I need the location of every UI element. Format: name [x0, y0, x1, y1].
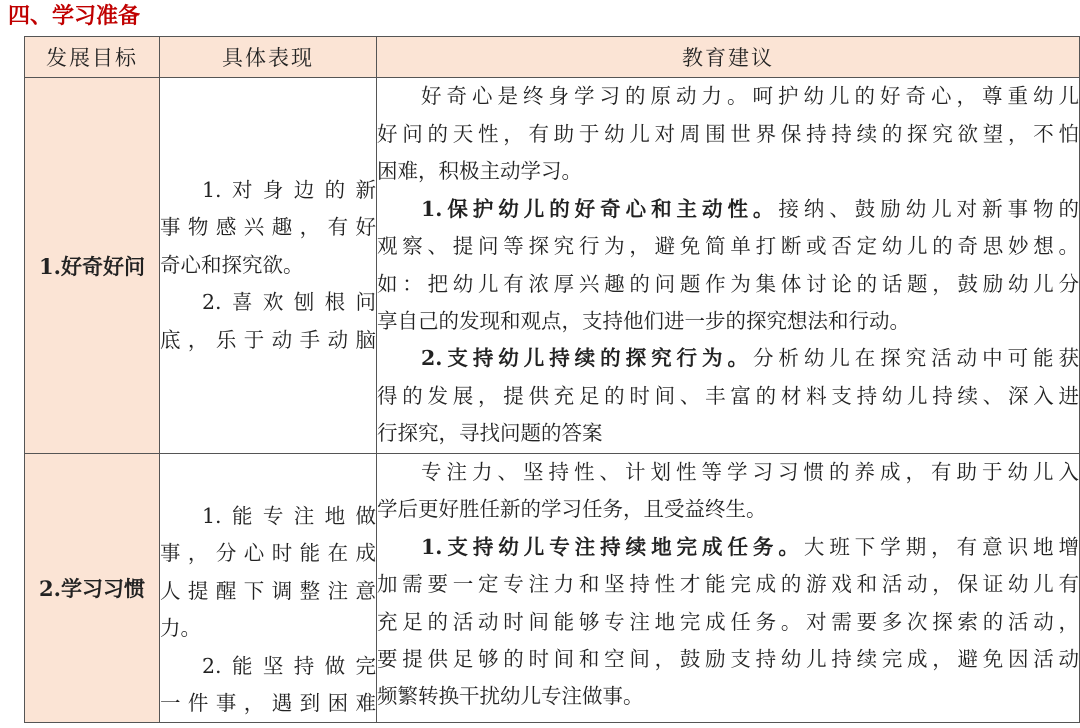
advice-line: 观察、提问等探究行为，避免简单打断或否定幼儿的奇思妙想。	[377, 234, 1079, 259]
performance-line: 事物感兴趣，有好	[160, 215, 376, 240]
section-title: 四、学习准备	[8, 4, 141, 29]
learning-readiness-table	[24, 36, 1080, 723]
performance-line: 力。	[160, 616, 201, 641]
header-performance: 具体表现	[160, 37, 377, 78]
advice-text: 大班下学期，有意识地增	[803, 534, 1079, 559]
advice-line: 如：把幼儿有浓厚兴趣的问题作为集体讨论的话题，鼓励幼儿分	[377, 271, 1079, 296]
advice-line: 行探究，寻找问题的答案	[377, 421, 603, 446]
advice-heading: 1.保护幼儿的好奇心和主动性。	[421, 196, 779, 221]
advice-line: 加需要一定专注力和坚持性才能完成的游戏和活动，保证幼儿有	[377, 572, 1079, 597]
advice-line: 享自己的发现和观点，支持他们进一步的探究想法和行动。	[377, 308, 910, 333]
advice-line: 得的发展，提供充足的时间、丰富的材料支持幼儿持续、深入进	[377, 383, 1079, 408]
advice-line: 频繁转换干扰幼儿专注做事。	[377, 684, 644, 709]
advice-line	[377, 191, 1079, 228]
performance-cell	[160, 78, 377, 454]
performance-line: 一件事，遇到困难	[160, 691, 376, 716]
performance-line: 2.喜欢刨根问	[202, 290, 376, 315]
performance-cell	[160, 454, 377, 723]
advice-line: 要提供足够的时间和空间，鼓励支持幼儿持续完成，避免因活动	[377, 647, 1079, 672]
performance-line: 1.对身边的新	[202, 177, 376, 202]
advice-cell	[377, 454, 1080, 723]
advice-cell	[377, 78, 1080, 454]
table-row	[25, 78, 1080, 454]
header-goal: 发展目标	[25, 37, 160, 78]
advice-line	[377, 529, 1079, 566]
performance-line: 奇心和探究欲。	[160, 252, 304, 277]
performance-line: 人提醒下调整注意	[160, 578, 376, 603]
header-advice: 教育建议	[377, 37, 1080, 78]
advice-text: 分析幼儿在探究活动中可能获	[752, 346, 1079, 371]
advice-line: 充足的活动时间能够专注地完成任务。对需要多次探索的活动，	[377, 609, 1079, 634]
advice-line: 学后更好胜任新的学习任务，且受益终生。	[377, 497, 767, 522]
advice-line: 专注力、坚持性、计划性等学习习惯的养成，有助于幼儿入	[421, 460, 1079, 484]
advice-line: 好奇心是终身学习的原动力。呵护幼儿的好奇心，尊重幼儿	[421, 84, 1079, 109]
advice-heading: 2.支持幼儿持续的探究行为。	[421, 346, 753, 371]
advice-line	[377, 340, 1079, 377]
goal-cell: 2.学习习惯	[25, 454, 160, 723]
advice-line: 好问的天性，有助于幼儿对周围世界保持持续的探究欲望，不怕	[377, 121, 1079, 146]
performance-line: 1.能专注地做	[202, 504, 376, 528]
performance-line: 底，乐于动手动脑	[160, 327, 376, 352]
table-header-row	[25, 37, 1080, 78]
advice-line: 困难，积极主动学习。	[377, 159, 582, 184]
table-row	[25, 454, 1080, 723]
advice-heading: 1.支持幼儿专注持续地完成任务。	[421, 534, 804, 559]
performance-line: 事，分心时能在成	[160, 541, 376, 566]
advice-text: 接纳、鼓励幼儿对新事物的	[778, 196, 1079, 221]
goal-cell: 1.好奇好问	[25, 78, 160, 454]
performance-line: 2.能坚持做完	[202, 653, 376, 678]
